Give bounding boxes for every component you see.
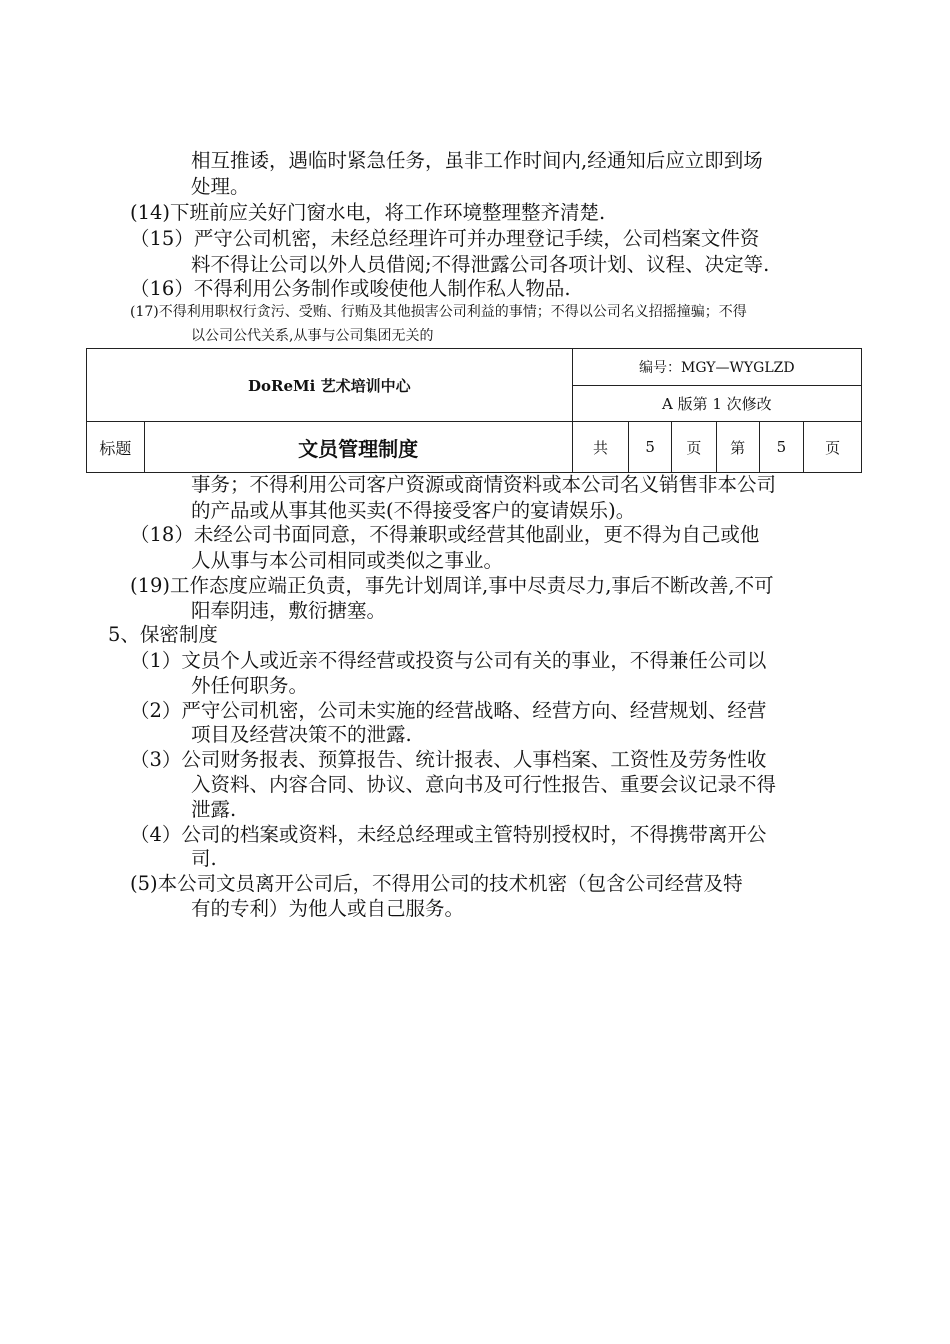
- text-line: 相互推诿，遇临时紧急任务，虽非工作时间内,经通知后应立即到场: [191, 149, 763, 172]
- total-label: 共: [572, 422, 629, 473]
- text-line: 以公司公代关系,从事与公司集团无关的: [191, 328, 434, 344]
- document-code: 编号：MGY—WYGLZD: [572, 349, 861, 386]
- text-line: 人从事与本公司相同或类似之事业。: [191, 549, 504, 572]
- text-line: （1）文员个人或近亲不得经营或投资与公司有关的事业，不得兼任公司以: [130, 649, 767, 672]
- text-line: 处理。: [191, 175, 250, 198]
- text-line: (19)工作态度应端正负责，事先计划周详,事中尽责尽力,事后不断改善,不可: [130, 574, 774, 597]
- text-line: 项目及经营决策不的泄露.: [191, 723, 412, 746]
- page-unit: 页: [672, 422, 717, 473]
- text-line: (17)不得利用职权行贪污、受贿、行贿及其他损害公司利益的事情；不得以公司名义招摇撞骗；不得: [130, 304, 747, 320]
- text-line: 阳奉阴违，敷衍搪塞。: [191, 599, 387, 622]
- page-unit: 页: [804, 422, 862, 473]
- version-info: A 版第 1 次修改: [572, 386, 861, 422]
- organization-name: DoReMi 艺术培训中心: [87, 349, 573, 422]
- text-line: 入资料、内容合同、协议、意向书及可行性报告、重要会议记录不得: [191, 773, 777, 796]
- text-line: （15）严守公司机密，未经总经理许可并办理登记手续，公司档案文件资: [130, 227, 760, 250]
- text-line: （16）不得利用公务制作或唆使他人制作私人物品.: [130, 277, 571, 300]
- text-line: 泄露.: [191, 798, 237, 821]
- current-page: 5: [759, 422, 804, 473]
- total-pages: 5: [629, 422, 672, 473]
- text-line: （18）未经公司书面同意，不得兼职或经营其他副业，更不得为自己或他: [130, 523, 760, 546]
- document-title: 文员管理制度: [144, 422, 572, 473]
- section-heading: 5、保密制度: [108, 623, 218, 646]
- title-label: 标题: [87, 422, 145, 473]
- text-line: 外任何职务。: [191, 674, 309, 697]
- text-line: 料不得让公司以外人员借阅;不得泄露公司各项计划、议程、决定等.: [191, 253, 770, 276]
- text-line: 有的专利）为他人或自己服务。: [191, 897, 465, 920]
- text-line: (5)本公司文员离开公司后，不得用公司的技术机密（包含公司经营及特: [130, 872, 743, 895]
- document-header-table: [86, 348, 862, 473]
- text-line: (14)下班前应关好门窗水电，将工作环境整理整齐清楚.: [130, 201, 606, 224]
- text-line: （4）公司的档案或资料，未经总经理或主管特别授权时，不得携带离开公: [130, 823, 767, 846]
- text-line: （3）公司财务报表、预算报告、统计报表、人事档案、工资性及劳务性收: [130, 748, 767, 771]
- text-line: 的产品或从事其他买卖(不得接受客户的宴请娱乐)。: [191, 499, 636, 522]
- current-label: 第: [716, 422, 759, 473]
- text-line: 司.: [191, 847, 217, 870]
- text-line: （2）严守公司机密，公司未实施的经营战略、经营方向、经营规划、经营: [130, 699, 767, 722]
- text-line: 事务；不得利用公司客户资源或商情资料或本公司名义销售非本公司: [191, 473, 777, 496]
